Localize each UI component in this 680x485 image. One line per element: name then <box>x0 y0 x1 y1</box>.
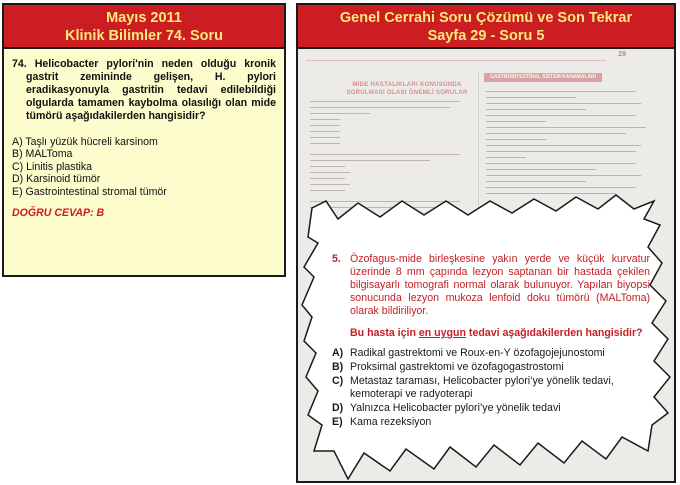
book-page-number: 29 <box>618 51 626 58</box>
answer-option-text: Yalnızca Helicobacter pylori’ye yönelik tedavi <box>350 402 561 414</box>
answer-option-text: Metastaz taraması, Helicobacter pylori’ye yönelik tedavi, kemoterapi ve radyoterapi <box>350 375 614 400</box>
book-right-column-title: GASTROİNTESTİNAL SİSTEM KANAMALARI <box>484 73 602 82</box>
question-stem: Özofagus-mide birleşkesine yakın yerde ve küçük kurvatur üzerinde 8 mm çapında lezyon saptanan bir hastada çekilen bilgisayarlı tomografi normal olarak bulunuyor. Yapılan biyopsi sonucunda lezyon mukoza lenfoid doku tümörü (MALToma) olarak bildiriliyor. <box>350 253 650 317</box>
answer-options-list <box>332 347 650 429</box>
answer-option-text: Radikal gastrektomi ve Roux-en-Y özofagojejunostomi <box>350 347 605 359</box>
answer-option-b <box>332 361 650 374</box>
answer-option-e <box>332 416 650 429</box>
exam-question-body <box>4 49 284 219</box>
answer-option-letter: B) <box>332 361 344 373</box>
book-title: Genel Cerrahi Soru Çözümü ve Son Tekrar <box>339 10 633 26</box>
exam-option-e: E) Gastrointestinal stromal tümör <box>12 185 167 198</box>
correct-answer: DOĞRU CEVAP: B <box>12 207 105 220</box>
exam-question-card <box>2 3 286 277</box>
question-prompt-emphasis: en uygun <box>418 327 466 339</box>
question-prompt <box>332 327 650 340</box>
answer-option-a <box>332 347 650 360</box>
answer-option-c <box>332 375 650 401</box>
exam-question-header <box>4 5 284 49</box>
book-left-column-title: MİDE HASTALIKLARI KONUSUNDA SORULMASI OLASI ÖNEMLİ SORULAR <box>346 82 468 96</box>
question-stem-row <box>332 253 650 318</box>
exam-option-a: A) Taşlı yüzük hücreli karsinom <box>12 136 158 148</box>
answer-option-text: Kama rezeksiyon <box>350 416 432 428</box>
book-reference-panel <box>296 3 676 483</box>
exam-option-b: B) MALToma <box>12 148 73 161</box>
exam-option-d: D) Karsinoid tümör <box>12 173 101 186</box>
question-prompt-start: Bu hasta için <box>350 327 419 339</box>
question-content <box>332 253 650 430</box>
exam-date-title: Mayıs 2011 <box>106 10 182 26</box>
question-number: 5. <box>332 253 341 265</box>
exam-option-c: C) Linitis plastika <box>12 160 93 173</box>
answer-option-letter: C) <box>332 375 344 387</box>
exam-question-title: Klinik Bilimler 74. Soru <box>65 28 223 44</box>
answer-option-letter: D) <box>332 402 344 414</box>
book-page-reference: Sayfa 29 - Soru 5 <box>427 28 545 44</box>
answer-option-letter: A) <box>332 347 344 359</box>
question-prompt-end: tedavi aşağıdakilerden hangisidir? <box>465 327 643 339</box>
answer-option-d <box>332 402 650 415</box>
exam-options-list <box>12 136 276 198</box>
answer-option-text: Proksimal gastrektomi ve özofagogastrostomi <box>350 361 564 373</box>
exam-question-text: 74. Helicobacter pylori'nin neden olduğu kronik gastrit zemininde gelişen, H. pylori eradikasyonuyla gastritin tedavi edilebildiği olgularda tamamen kaybolma olasılığı olan mide tümörü aşağıdakilerden hangisidir? <box>12 58 276 122</box>
answer-option-letter: E) <box>332 416 343 428</box>
